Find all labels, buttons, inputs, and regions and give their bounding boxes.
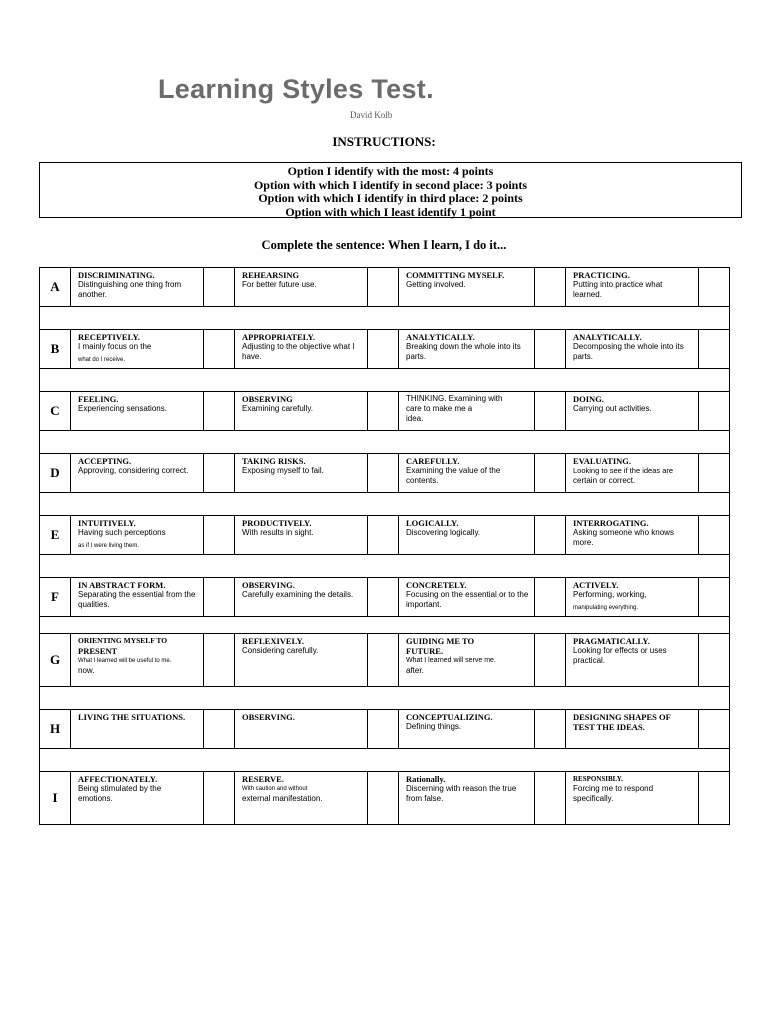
option-note: what do I receive. [78,357,126,363]
page-title: Learning Styles Test. [158,74,434,104]
sentence-prompt: Complete the sentence: When I learn, I do it... [261,238,507,252]
option-heading: PRODUCTIVELY. [242,518,312,528]
option-cell [71,772,204,825]
option-cell [566,710,699,749]
score-box[interactable] [699,516,730,555]
score-box[interactable] [535,268,566,307]
option-description: Discerning with reason the true from false. [406,784,517,803]
score-box[interactable] [204,710,235,749]
option-cell [399,578,535,617]
option-heading: FEELING. [78,394,119,404]
score-box[interactable] [699,578,730,617]
option-description: Examining carefully. [242,404,313,413]
table-row-a [40,268,730,307]
table-row-h [40,710,730,749]
option-cell [235,634,368,687]
option-cell [566,772,699,825]
option-cell [566,454,699,493]
option-cell [399,516,535,555]
score-box[interactable] [368,516,399,555]
option-description: Breaking down the whole into its parts. [406,342,521,361]
option-heading: INTUITIVELY. [78,518,136,528]
option-heading: EVALUATING. [573,456,632,466]
option-description: Approving, considering correct. [78,466,189,475]
instruction-line: Option with which I identify in third place: 2 points [258,191,523,205]
option-description: Getting involved. [406,280,466,289]
score-box[interactable] [204,578,235,617]
option-cell [566,634,699,687]
option-heading: RECEPTIVELY. [78,332,140,342]
option-cell [399,710,535,749]
option-heading: PRACTICING. [573,270,630,280]
option-heading: ANALYTICALLY. [406,332,475,342]
option-heading: REHEARSING [242,270,300,280]
option-note: What I learned will be useful to me. [78,658,172,664]
option-description: Decomposing the whole into its parts. [573,342,684,361]
score-box[interactable] [204,330,235,369]
score-box[interactable] [204,772,235,825]
option-description: Looking for effects or uses practical. [573,646,667,665]
option-heading: FUTURE. [406,646,444,656]
option-cell [235,516,368,555]
option-cell [235,330,368,369]
option-cell [235,710,368,749]
option-cell [235,772,368,825]
option-heading: DOING. [573,394,604,404]
option-cell [71,330,204,369]
option-heading: CAREFULLY. [406,456,460,466]
spacer-row [40,431,730,454]
option-note: What I learned will serve me. [406,657,496,664]
score-box[interactable] [204,634,235,687]
spacer-row [40,687,730,710]
option-cell [235,454,368,493]
option-text: idea. [406,414,424,423]
row-letter: H [40,710,71,749]
score-box[interactable] [204,392,235,431]
option-heading: DESIGNING SHAPES OF TEST THE IDEAS. [573,712,671,732]
score-box[interactable] [535,772,566,825]
table-row-b [40,330,730,369]
option-description: With results in sight. [242,528,314,537]
option-description: external manifestation. [242,794,323,803]
option-heading: OBSERVING [242,394,293,404]
option-cell [71,392,204,431]
option-cell [566,392,699,431]
option-heading: ORIENTING MYSELF TO [78,636,168,645]
option-description: Exposing myself to fail. [242,466,324,475]
row-letter: G [40,634,71,687]
option-description: I mainly focus on the [78,342,152,351]
option-cell [566,268,699,307]
option-description: Considering carefully. [242,646,319,655]
option-note: With caution and without [242,786,308,792]
option-cell [71,454,204,493]
score-box[interactable] [368,710,399,749]
table-row-d [40,454,730,493]
option-description: Examining the value of the contents. [406,466,501,485]
option-cell [399,392,535,431]
option-cell [399,634,535,687]
row-letter: F [40,578,71,617]
option-heading: APPROPRIATELY. [242,332,316,342]
option-heading: AFFECTIONATELY. [78,774,158,784]
option-description: Distinguishing one thing from another. [78,280,182,299]
score-box[interactable] [535,634,566,687]
option-cell [399,330,535,369]
table-row-f [40,578,730,617]
option-heading: CONCEPTUALIZING. [406,712,493,722]
option-description: For better future use. [242,280,317,289]
instruction-line: Option with which I least identify 1 point [285,204,496,219]
option-cell [399,454,535,493]
option-heading: OBSERVING. [242,580,295,590]
score-box[interactable] [368,330,399,369]
instruction-line: Option with which I identify in second place: 3 points [253,177,528,192]
option-cell [71,710,204,749]
option-heading: TAKING RISKS. [242,456,306,466]
spacer-row [40,749,730,772]
instructions-box [39,162,742,218]
option-cell [566,516,699,555]
row-letter: C [40,392,71,431]
option-description: Looking to see if the ideas are [573,466,674,475]
option-cell [71,516,204,555]
option-heading: GUIDING ME TO [406,636,475,646]
option-heading: ANALYTICALLY. [573,332,642,342]
option-heading: DISCRIMINATING. [78,270,155,280]
option-heading: INTERROGATING. [573,518,649,528]
option-text: THINKING. Examining with [406,394,503,403]
score-box[interactable] [368,454,399,493]
option-cell [566,578,699,617]
spacer-row [40,555,730,578]
option-description: Discovering logically. [406,528,481,537]
option-description: Focusing on the essential or to the important. [406,590,529,609]
score-box[interactable] [699,454,730,493]
option-heading: IN ABSTRACT FORM. [78,580,166,590]
option-description: certain or correct. [573,476,636,485]
score-box[interactable] [699,392,730,431]
option-note: as if I were living them. [78,543,140,549]
score-box[interactable] [535,710,566,749]
table-row-g [40,634,730,687]
option-description: Adjusting to the objective what I have. [242,342,355,361]
option-heading: PRESENT [78,646,118,656]
option-cell [399,268,535,307]
score-box[interactable] [368,634,399,687]
option-description: Having such perceptions [78,528,166,537]
score-box[interactable] [699,772,730,825]
option-cell [566,330,699,369]
row-letter: I [40,772,71,825]
option-cell [235,392,368,431]
table-row-i [40,772,730,825]
option-description: Carrying out activities. [573,404,652,413]
score-box[interactable] [535,330,566,369]
instruction-line: Option I identify with the most: 4 points [287,164,494,178]
option-description: after. [406,666,424,675]
option-heading: Rationally. [406,774,446,784]
option-heading: OBSERVING. [242,712,295,722]
option-heading: ACTIVELY. [573,580,619,590]
option-description: Being stimulated by the emotions. [78,784,162,803]
option-heading: PRAGMATICALLY. [573,636,650,646]
table-row-c [40,392,730,431]
score-box[interactable] [699,330,730,369]
option-description: Asking someone who knows more. [573,528,674,547]
row-letter: B [40,330,71,369]
learning-styles-table [39,267,730,825]
option-description: Performing, working, [573,590,647,599]
author-name: David Kolb [350,110,393,120]
option-cell [71,634,204,687]
score-box[interactable] [535,392,566,431]
score-box[interactable] [368,268,399,307]
spacer-row [40,617,730,634]
option-heading: RESPONSIBLY. [573,775,623,783]
option-heading: RESERVE. [242,774,284,784]
score-box[interactable] [535,578,566,617]
option-description: Separating the essential from the qualities. [78,590,196,609]
option-cell [399,772,535,825]
row-letter: A [40,268,71,307]
option-heading: LOGICALLY. [406,518,459,528]
score-box[interactable] [204,516,235,555]
option-description: Putting into practice what learned. [573,280,663,299]
row-letter: E [40,516,71,555]
option-heading: REFLEXIVELY. [242,636,304,646]
row-letter: D [40,454,71,493]
option-heading: COMMITTING MYSELF. [406,270,505,280]
score-box[interactable] [699,710,730,749]
option-description: Defining things. [406,722,462,731]
score-box[interactable] [535,516,566,555]
option-heading: CONCRETELY. [406,580,467,590]
instructions-heading: INSTRUCTIONS: [332,134,436,149]
option-cell [71,578,204,617]
spacer-row [40,493,730,516]
score-box[interactable] [699,268,730,307]
option-note: manipulating everything. [573,605,639,611]
option-heading: ACCEPTING. [78,456,132,466]
spacer-row [40,369,730,392]
option-description: Carefully examining the details. [242,590,354,599]
score-box[interactable] [368,578,399,617]
score-box[interactable] [204,268,235,307]
score-box[interactable] [368,392,399,431]
option-cell [235,268,368,307]
option-description: Forcing me to respond specifically. [573,784,654,803]
score-box[interactable] [368,772,399,825]
option-cell [235,578,368,617]
option-description: Experiencing sensations. [78,404,167,413]
score-box[interactable] [535,454,566,493]
option-text: care to make me a [406,404,473,413]
option-cell [71,268,204,307]
table-row-e [40,516,730,555]
option-description: now. [78,666,95,675]
score-box[interactable] [699,634,730,687]
option-heading: LIVING THE SITUATIONS. [78,712,186,722]
score-box[interactable] [204,454,235,493]
spacer-row [40,307,730,330]
